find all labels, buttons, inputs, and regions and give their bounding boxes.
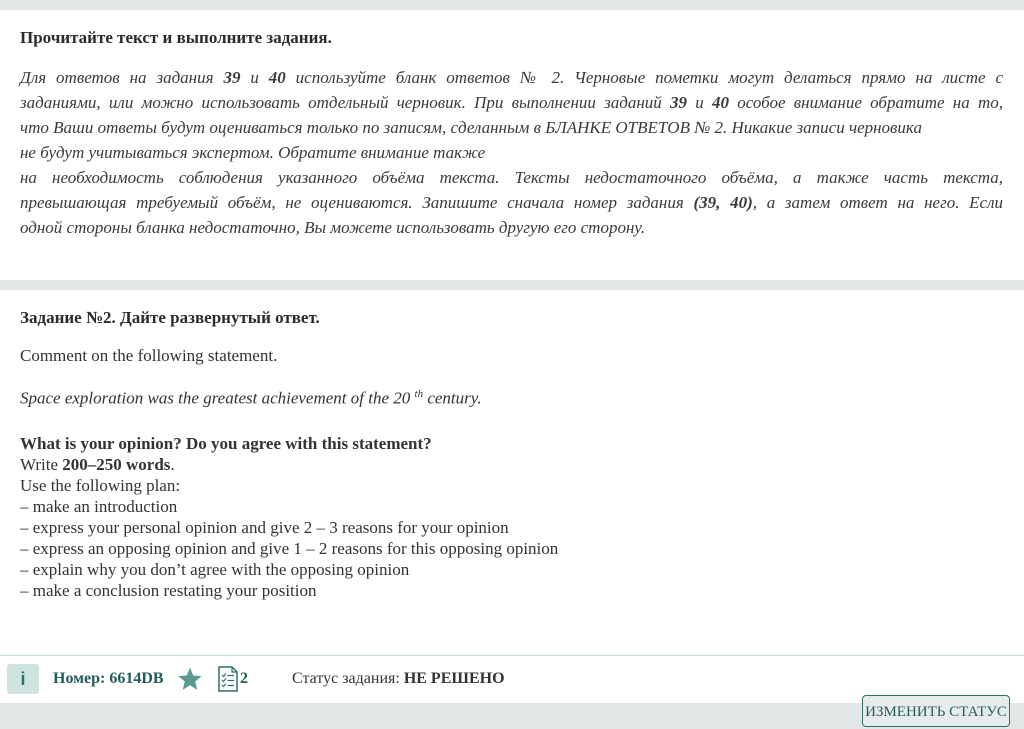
instructions-text — [20, 65, 1003, 240]
instructions-line-7: одной стороны бланка недостаточно, Вы можете использовать другую его сторону. — [20, 218, 646, 237]
status-value: НЕ РЕШЕНО — [403, 670, 505, 687]
instructions-title: Прочитайте текст и выполните задания. — [20, 28, 332, 47]
plan-item: – make an introduction — [20, 497, 178, 516]
task-question: What is your opinion? Do you agree with this statement? — [20, 434, 432, 453]
task-statement: Space exploration was the greatest achievement of the 20 $^{th}$ century. — [20, 388, 482, 408]
instructions-line-1: Для ответов на задания 39 и 40 используйте бланк ответов № 2. Черновые пометки могут делаться прямо на листе с — [20, 68, 1003, 87]
change-status-button[interactable]: ИЗМЕНИТЬ СТАТУС — [862, 695, 1010, 727]
document-list-icon[interactable] — [217, 666, 239, 692]
instructions-line-4: не будут учитываться экспертом. Обратите внимание также — [20, 143, 486, 162]
instructions-line-3: что Ваши ответы будут оцениваться только по записям, сделанным в БЛАНКЕ ОТВЕТОВ № 2. Никакие записи черновика — [20, 118, 922, 137]
star-icon[interactable] — [177, 666, 203, 692]
plan-item: – make a conclusion restating your position — [20, 581, 317, 600]
task-word-count: Write 200–250 words. — [20, 455, 175, 474]
instructions-panel — [0, 10, 1024, 280]
task-plan-intro: Use the following plan: — [20, 476, 181, 495]
task-comment: Comment on the following statement. — [20, 346, 278, 365]
instructions-line-6: превышающая требуемый объём, не оцениваются. Запишите сначала номер задания (39, 40), а затем ответ на него. Если — [20, 193, 1004, 212]
task-status: Статус задания: НЕ РЕШЕНО — [292, 670, 505, 687]
info-button[interactable]: i — [7, 664, 39, 694]
task-title: Задание №2. Дайте развернутый ответ. — [20, 308, 320, 327]
task-number: Номер: 6614DB — [53, 670, 164, 687]
plan-item: – explain why you don’t agree with the opposing opinion — [20, 560, 410, 579]
document-count: 2 — [240, 670, 248, 687]
instructions-line-5: на необходимость соблюдения указанного объёма текста. Тексты недостаточного объёма, а также часть текста, — [20, 168, 1003, 187]
instructions-line-2: заданиями, или можно использовать отдельный черновик. При выполнении заданий 39 и 40 особое внимание обратите на то, — [20, 93, 1004, 112]
task-panel — [0, 290, 1024, 702]
plan-item: – express an opposing opinion and give 1 – 2 reasons for this opposing opinion — [20, 539, 559, 558]
plan-item: – express your personal opinion and give 2 – 3 reasons for your opinion — [20, 518, 509, 537]
